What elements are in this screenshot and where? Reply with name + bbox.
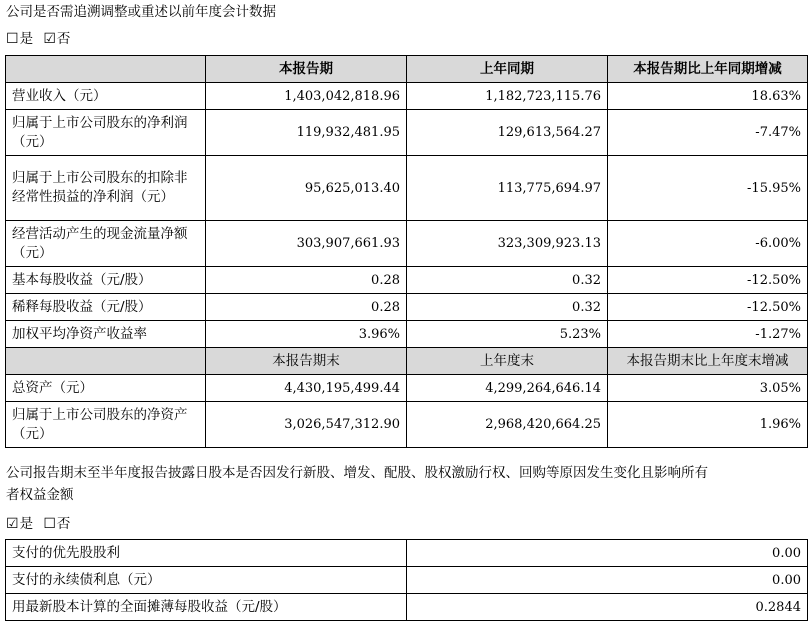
row-value-prior: 129,613,564.27 <box>407 110 608 156</box>
row-label: 支付的永续债利息（元） <box>6 567 407 594</box>
row-value-prior: 323,309,923.13 <box>407 221 608 267</box>
header-period-end: 本报告期末 <box>206 348 407 375</box>
row-value-current: 0.28 <box>206 294 407 321</box>
row-value-prior: 0.32 <box>407 294 608 321</box>
row-value-current: 119,932,481.95 <box>206 110 407 156</box>
row-label: 总资产（元） <box>6 375 206 402</box>
table-row <box>6 294 808 321</box>
header-current-period: 本报告期 <box>206 56 407 83</box>
row-value-prior: 0.32 <box>407 267 608 294</box>
row-value-change: -6.00% <box>608 221 808 267</box>
row-label: 营业收入（元） <box>6 83 206 110</box>
row-value-change: -12.50% <box>608 294 808 321</box>
restatement-options <box>6 27 70 47</box>
share-capital-options <box>6 512 70 532</box>
table-row <box>6 267 808 294</box>
header-prior-year-end: 上年度末 <box>407 348 608 375</box>
table-row <box>6 83 808 110</box>
row-value-change: -15.95% <box>608 156 808 221</box>
table-row <box>6 540 808 567</box>
row-label: 用最新股本计算的全面摊薄每股收益（元/股） <box>6 594 407 621</box>
subheader-blank-cell <box>6 348 206 375</box>
header-prior-period: 上年同期 <box>407 56 608 83</box>
row-value-current: 3.96% <box>206 321 407 348</box>
option-no-label: 否 <box>56 516 71 532</box>
row-value-change: -1.27% <box>608 321 808 348</box>
checkbox-checked-icon[interactable]: ☑ <box>43 31 56 47</box>
row-value-change: 18.63% <box>608 83 808 110</box>
option-yes-label: 是 <box>19 31 34 47</box>
table-row <box>6 594 808 621</box>
row-label: 归属于上市公司股东的净资产（元） <box>6 402 206 448</box>
row-value-prior: 2,968,420,664.25 <box>407 402 608 448</box>
share-capital-question-line2: 者权益金额 <box>6 487 74 503</box>
checkbox-unchecked-icon[interactable]: ☐ <box>43 516 56 532</box>
row-value-current: 4,430,195,499.44 <box>206 375 407 402</box>
row-value-prior: 1,182,723,115.76 <box>407 83 608 110</box>
row-value: 0.00 <box>407 540 808 567</box>
share-capital-question-line1: 公司报告期末至半年度报告披露日股本是否因发行新股、增发、配股、股权激励行权、回购等原因发生变化且影响所有 <box>6 465 708 481</box>
row-value-current: 1,403,042,818.96 <box>206 83 407 110</box>
row-value-change: -12.50% <box>608 267 808 294</box>
table-subheader-row <box>6 348 808 375</box>
checkbox-unchecked-icon[interactable]: ☐ <box>6 31 19 47</box>
table-row <box>6 402 808 448</box>
header-blank-cell <box>6 56 206 83</box>
row-label: 经营活动产生的现金流量净额（元） <box>6 221 206 267</box>
restatement-question: 公司是否需追溯调整或重述以前年度会计数据 <box>6 4 276 20</box>
row-label: 支付的优先股股利 <box>6 540 407 567</box>
row-value: 0.00 <box>407 567 808 594</box>
row-label: 基本每股收益（元/股） <box>6 267 206 294</box>
checkbox-checked-icon[interactable]: ☑ <box>6 516 19 532</box>
row-value-current: 0.28 <box>206 267 407 294</box>
table-row <box>6 156 808 221</box>
table-header-row <box>6 56 808 83</box>
key-financial-data-table <box>5 55 808 448</box>
row-value-current: 303,907,661.93 <box>206 221 407 267</box>
row-value-current: 3,026,547,312.90 <box>206 402 407 448</box>
row-value: 0.2844 <box>407 594 808 621</box>
row-value-current: 95,625,013.40 <box>206 156 407 221</box>
row-value-prior: 113,775,694.97 <box>407 156 608 221</box>
row-value-prior: 5.23% <box>407 321 608 348</box>
table-row <box>6 221 808 267</box>
row-label: 稀释每股收益（元/股） <box>6 294 206 321</box>
table-row <box>6 375 808 402</box>
row-label: 归属于上市公司股东的扣除非经常性损益的净利润（元） <box>6 156 206 221</box>
row-value-change: 1.96% <box>608 402 808 448</box>
dividend-eps-table <box>5 539 808 621</box>
table-row <box>6 110 808 156</box>
option-yes-label: 是 <box>19 516 34 532</box>
row-value-prior: 4,299,264,646.14 <box>407 375 608 402</box>
table-row <box>6 567 808 594</box>
option-no-label: 否 <box>56 31 71 47</box>
row-label: 加权平均净资产收益率 <box>6 321 206 348</box>
row-value-change: 3.05% <box>608 375 808 402</box>
header-change: 本报告期比上年同期增减 <box>608 56 808 83</box>
header-change-year-end: 本报告期末比上年度末增减 <box>608 348 808 375</box>
row-label: 归属于上市公司股东的净利润（元） <box>6 110 206 156</box>
row-value-change: -7.47% <box>608 110 808 156</box>
table-row <box>6 321 808 348</box>
